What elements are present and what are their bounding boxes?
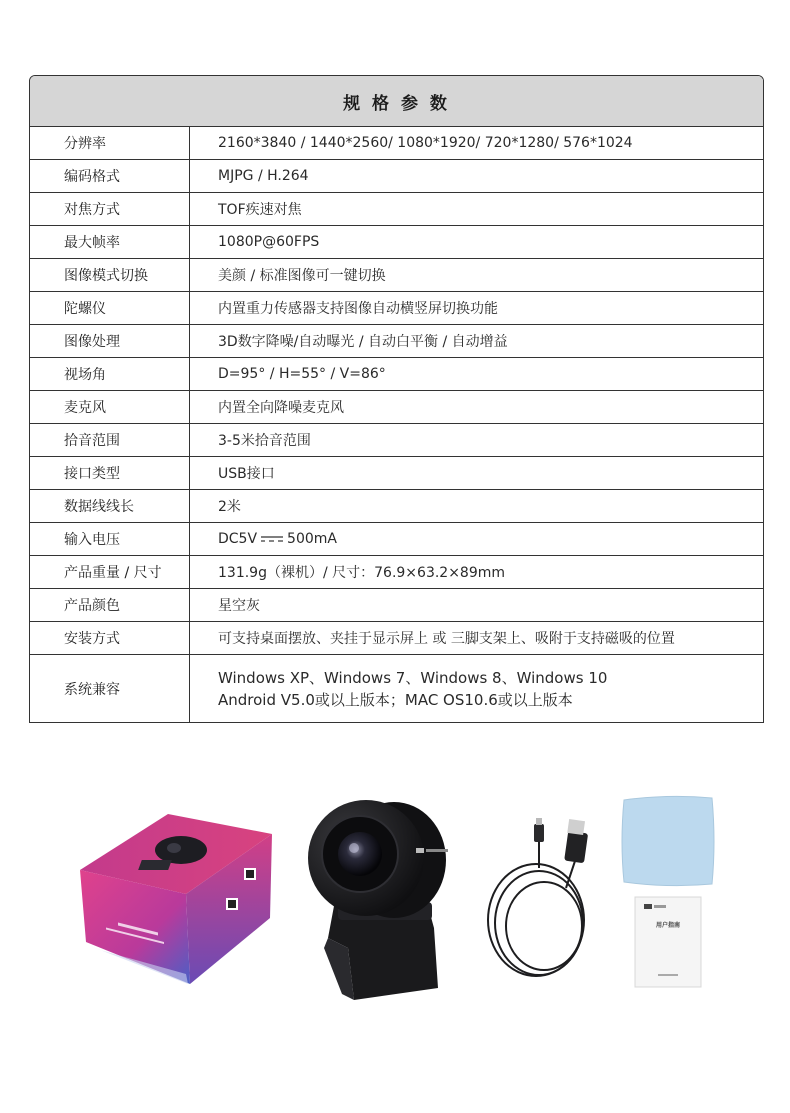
spec-label: 最大帧率 [30,226,190,258]
spec-value: 3D数字降噪/自动曝光 / 自动白平衡 / 自动增益 [218,334,508,350]
spec-value [190,655,763,722]
spec-row [30,292,763,325]
spec-value: 内置全向降噪麦克风 [218,400,344,416]
spec-label: 系统兼容 [30,655,190,722]
spec-row [30,259,763,292]
user-manual-title: 用户指南 [655,922,680,929]
current-value: 500mA [287,531,337,547]
spec-value: 内置重力传感器支持图像自动横竖屏切换功能 [218,301,498,317]
compat-line-2: Android V5.0或以上版本；MAC OS10.6或以上版本 [218,690,573,709]
spec-value: 可支持桌面摆放、夹挂于显示屏上 或 三脚支架上、吸附于支持磁吸的位置 [218,631,675,647]
cleaning-cloth-image [620,794,716,888]
spec-value: 2米 [218,499,241,515]
spec-row [30,358,763,391]
spec-row [30,391,763,424]
spec-row [30,226,763,259]
spec-label: 产品重量 / 尺寸 [30,556,190,588]
gift-box-image [76,810,276,990]
compat-line-1: Windows XP、Windows 7、Windows 8、Windows 10 [218,668,608,687]
spec-value: 131.9g（裸机）/ 尺寸：76.9×63.2×89mm [218,565,506,581]
spec-table [29,75,764,723]
spec-value: 2160*3840 / 1440*2560/ 1080*1920/ 720*1280/ 576*1024 [218,135,633,151]
spec-label: 输入电压 [30,523,190,555]
spec-label: 拾音范围 [30,424,190,456]
spec-row [30,193,763,226]
spec-value: 星空灰 [218,598,260,614]
spec-row [30,523,763,556]
spec-value: TOF疾速对焦 [218,202,302,218]
spec-value: USB接口 [218,466,275,482]
spec-value: 3-5米拾音范围 [218,433,311,449]
spec-label: 视场角 [30,358,190,390]
spec-row [30,160,763,193]
spec-label: 麦克风 [30,391,190,423]
spec-label: 图像处理 [30,325,190,357]
webcam-image [298,788,468,1008]
spec-row [30,490,763,523]
user-manual-image [634,896,702,988]
spec-row [30,556,763,589]
spec-row [30,127,763,160]
spec-label: 安装方式 [30,622,190,654]
spec-label: 对焦方式 [30,193,190,225]
spec-label: 编码格式 [30,160,190,192]
spec-row [30,325,763,358]
spec-title: 规 格 参 数 [30,76,763,127]
spec-value: D=95° / H=55° / V=86° [218,366,386,382]
package-contents [0,760,790,1030]
dc-symbol-icon [260,534,284,544]
spec-value [190,523,763,555]
spec-label: 接口类型 [30,457,190,489]
spec-value: MJPG / H.264 [218,168,309,184]
spec-row [30,655,763,722]
spec-row [30,589,763,622]
spec-label: 产品颜色 [30,589,190,621]
spec-row [30,622,763,655]
usb-cable-image [484,818,614,998]
voltage-value: DC5V [218,531,258,547]
spec-value: 1080P@60FPS [218,234,320,250]
spec-label: 分辨率 [30,127,190,159]
spec-label: 陀螺仪 [30,292,190,324]
spec-value: 美颜 / 标准图像可一键切换 [218,268,386,284]
spec-row [30,457,763,490]
spec-row [30,424,763,457]
spec-label: 数据线线长 [30,490,190,522]
spec-label: 图像模式切换 [30,259,190,291]
